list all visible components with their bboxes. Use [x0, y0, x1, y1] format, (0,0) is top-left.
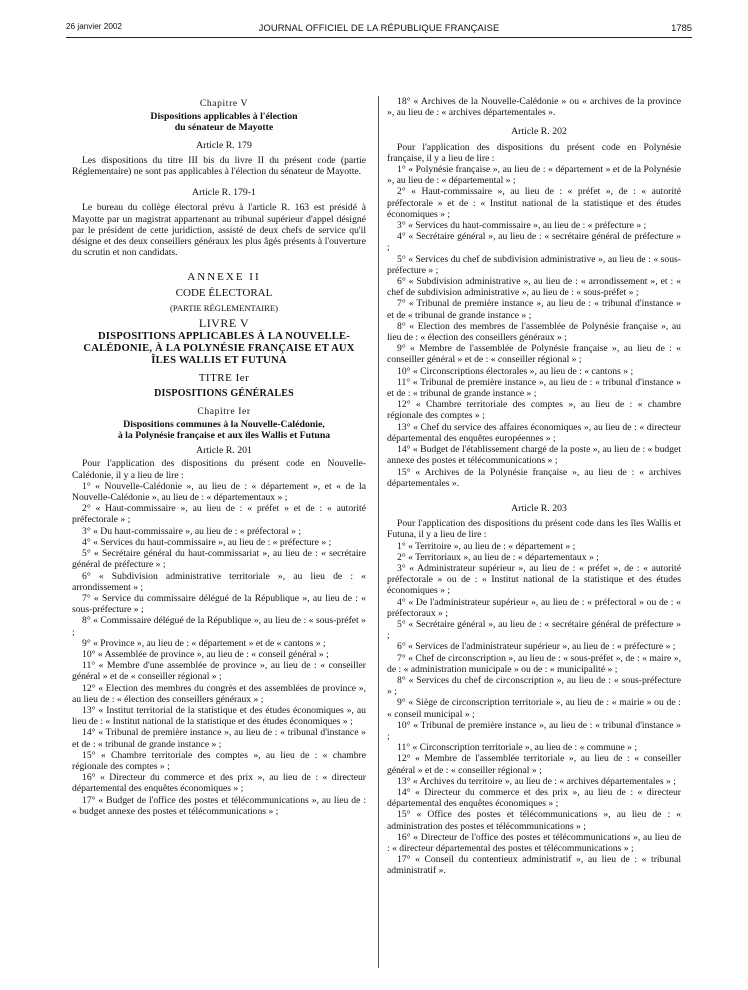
list-item: 7° « Tribunal de première instance », au lieu de : « tribunal d'instance » et de « tribunal de grande instance » ;: [387, 298, 681, 321]
list-item: 11° « Tribunal de première instance », au lieu de : « tribunal d'instance » et de : « tribunal de grande instance » ;: [387, 376, 681, 400]
chapter-heading: Chapitre V: [199, 98, 249, 109]
list-item: 5° « Secrétaire général », au lieu de : « secrétaire général de préfecture » ;: [387, 618, 681, 642]
list-item: 13° « Archives du territoire », au lieu de : « archives départementales » ;: [397, 775, 676, 787]
list-item: 17° « Conseil du contentieux administratif », au lieu de : « tribunal administratif ».: [387, 854, 681, 877]
chapter-heading: Chapitre Ier: [197, 405, 251, 417]
article-r202-body: [387, 142, 681, 489]
list-item: 13° « Chef du service des affaires économiques », au lieu de : « directeur départemental des enquêtes européennes » ;: [387, 421, 681, 444]
list-item: 15° « Chambre territoriale des comptes », au lieu de : « chambre régionale des comptes » ;: [72, 749, 366, 772]
list-item: 16° « Directeur du commerce et des prix », au lieu de : « directeur départemental des enquêtes économiques » ;: [72, 772, 366, 795]
list-item: 8° « Services du chef de circonscription », au lieu de : « sous-préfecture » ;: [387, 674, 681, 698]
article-paragraph: Les dispositions du titre III bis du livre II du présent code (partie Réglementaire) ne sont pas applicables à l'élection du sénateur de Mayotte.: [72, 154, 366, 178]
article-r201-body: [72, 458, 366, 817]
list-item: 13° « Institut territorial de la statistique et des études économiques », au lieu de : « Institut national de la statistique et des études économiques » ;: [72, 704, 366, 728]
list-item: 15° « Archives de la Polynésie française », au lieu de : « archives départementales ».: [387, 466, 681, 489]
left-column: [72, 98, 366, 817]
list-item: 5° « Secrétaire général du haut-commissariat », au lieu de : « secrétaire général de préfecture » ;: [72, 548, 366, 571]
list-item: 2° « Territoriaux », au lieu de : « départementaux » ;: [397, 551, 599, 563]
article-paragraph: 18° « Archives de la Nouvelle-Calédonie » ou « archives de la province », au lieu de : « archives départementales ».: [387, 96, 681, 119]
chapter-title-line-1: Dispositions communes à la Nouvelle-Calédonie,: [123, 418, 325, 430]
list-item: 14° « Directeur du commerce et des prix », au lieu de : « directeur départemental des enquêtes économiques » ;: [387, 786, 681, 810]
list-item: 16° « Directeur de l'office des postes et télécommunications », au lieu de : « directeur départemental des postes et télécommunications » ;: [387, 831, 681, 854]
header-date: 26 janvier 2002: [66, 22, 122, 31]
list-item: 10° « Circonscriptions électorales », au lieu de : « cantons » ;: [397, 365, 634, 377]
list-item: 3° « Du haut-commissaire », au lieu de : « préfectoral » ;: [82, 525, 302, 537]
header-title: JOURNAL OFFICIEL DE LA RÉPUBLIQUE FRANÇAISE: [258, 22, 500, 33]
list-item: 1° « Territoire », au lieu de : « département » ;: [397, 540, 576, 552]
list-item: Pour l'application des dispositions du présent code en Nouvelle-Calédonie, il y a lieu de lire :: [72, 458, 366, 481]
code-heading: CODE ÉLECTORAL: [175, 286, 273, 299]
list-item: 6° « Subdivision administrative territoriale », au lieu de : « arrondissement » ;: [72, 570, 366, 593]
partie-heading: (PARTIE RÉGLEMENTAIRE): [169, 302, 279, 313]
list-item: 1° « Polynésie française », au lieu de : « département » et de la Polynésie », au lieu de : « départemental » ;: [387, 164, 681, 187]
annexe-heading: ANNEXE II: [187, 271, 261, 284]
column-separator: [378, 96, 379, 968]
list-item: 4° « De l'administrateur supérieur », au lieu de : « préfectoral » ou de : « préfectoraux » ;: [387, 596, 681, 619]
list-item: 11° « Membre d'une assemblée de province », au lieu de : « conseiller général » et de « conseiller régional » ;: [72, 660, 366, 683]
list-item: 12° « Membre de l'assemblée territoriale », au lieu de : « conseiller général » et de : « conseiller régional » ;: [387, 753, 681, 776]
titre-title: DISPOSITIONS GÉNÉRALES: [154, 388, 294, 400]
list-item: 8° « Commissaire délégué de la République », au lieu de : « sous-préfet » ;: [72, 615, 366, 638]
list-item: 10° « Assemblée de province », au lieu de : « conseil général » ;: [82, 648, 329, 660]
article-heading: Article R. 203: [511, 502, 567, 514]
list-item: 14° « Budget de l'établissement chargé de la poste », au lieu de : « budget annexe des postes et télécommunications » ;: [387, 444, 681, 467]
list-item: 2° « Haut-commissaire », au lieu de : « préfet », de : « autorité préfectorale » et de : « Institut national de la statistique et des études économiques » ;: [387, 186, 681, 220]
list-item: 10° « Tribunal de première instance », au lieu de : « tribunal d'instance » ;: [387, 719, 681, 742]
livre-title: DISPOSITIONS APPLICABLES À LA NOUVELLE-CALÉDONIE, À LA POLYNÉSIE FRANÇAISE ET AUX ÎLES WALLIS ET FUTUNA: [83, 331, 355, 367]
chapter-title-line-1: Dispositions applicables à l'élection: [150, 111, 298, 123]
article-heading: Article R. 179-1: [192, 187, 256, 199]
page-header: [66, 18, 692, 38]
list-item: 3° « Services du haut-commissaire », au lieu de : « préfecture » ;: [397, 220, 647, 232]
list-item: 12° « Election des membres du congrès et des assemblées de province », au lieu de : « élection des conseillers généraux » ;: [72, 682, 366, 705]
article-heading: Article R. 201: [196, 445, 252, 457]
list-item: 15° « Office des postes et télécommunications », au lieu de : « administration des postes et télécommunications » ;: [387, 809, 681, 832]
article-heading: Article R. 202: [511, 126, 567, 138]
chapter-title-line-2: à la Polynésie française et aux îles Wallis et Futuna: [117, 430, 331, 442]
list-item: 2° « Haut-commissaire », au lieu de : « préfet » et de : « autorité préfectorale » ;: [72, 503, 366, 526]
list-item: 9° « Siège de circonscription territoriale », au lieu de : « mairie » ou de : « conseil municipal » ;: [387, 697, 681, 720]
list-item: Pour l'application des dispositions du présent code en Polynésie française, il y a lieu de lire :: [387, 141, 681, 164]
article-paragraph: Le bureau du collège électoral prévu à l'article R. 163 est présidé à Mayotte par un magistrat appartenant au tribunal supérieur d'appel désigné par le président de cette juridiction, assisté de deux chefs de service qu'il désigne et des deux conseillers généraux les plus âgés présents à l'ouverture du scrutin et non candidats.: [72, 202, 366, 259]
list-item: 1° « Nouvelle-Calédonie », au lieu de : « département », et « de la Nouvelle-Calédonie », au lieu de : « départementaux » ;: [72, 480, 366, 504]
titre-heading: TITRE Ier: [198, 372, 250, 385]
list-item: 11° « Circonscription territoriale », au lieu de : « commune » ;: [397, 742, 638, 754]
list-item: 8° « Election des membres de l'assemblée de Polynésie française », au lieu de : « élection des conseillers généraux » ;: [387, 320, 681, 344]
list-item: 9° « Province », au lieu de : « département » et de « cantons » ;: [82, 637, 326, 649]
list-item: 4° « Services du haut-commissaire », au lieu de : « préfecture » ;: [82, 536, 332, 548]
list-item: 5° « Services du chef de subdivision administrative », au lieu de : « sous-préfecture » ;: [387, 253, 681, 276]
list-item: 7° « Service du commissaire délégué de la République », au lieu de : « sous-préfecture » ;: [72, 592, 366, 616]
list-item: 7° « Chef de circonscription », au lieu de : « sous-préfet », de : « maire », de : « administration municipale » ou de : « municipalité » ;: [387, 652, 681, 675]
list-item: Pour l'application des dispositions du présent code dans les îles Wallis et Futuna, il y a lieu de lire :: [387, 518, 681, 541]
right-column: [387, 98, 681, 877]
list-item: 6° « Services de l'administrateur supérieur », au lieu de : « préfecture » ;: [397, 641, 676, 653]
list-item: 9° « Membre de l'assemblée de Polynésie française », au lieu de : « conseiller général » et de : « conseiller régional » ;: [387, 343, 681, 366]
list-item: 12° « Chambre territoriale des comptes », au lieu de : « chambre régionale des comptes » ;: [387, 399, 681, 422]
livre-heading: LIVRE V: [198, 316, 250, 331]
chapter-title-line-2: du sénateur de Mayotte: [174, 122, 274, 134]
article-heading: Article R. 179: [196, 139, 252, 151]
article-r203-body: [387, 518, 681, 877]
page-number: 1785: [671, 22, 692, 33]
list-item: 4° « Secrétaire général », au lieu de : « secrétaire général de préfecture » ;: [387, 231, 681, 254]
list-item: 17° « Budget de l'office des postes et télécommunications », au lieu de : « budget annexe des postes et télécommunications » ;: [72, 794, 366, 817]
list-item: 14° « Tribunal de première instance », au lieu de : « tribunal d'instance » et de : « tribunal de grande instance » ;: [72, 727, 366, 750]
header-rule: [66, 37, 692, 38]
list-item: 6° « Subdivision administrative », au lieu de : « arrondissement », et : « chef de subdivision administrative », au lieu de : « sous-préfet » ;: [387, 276, 681, 299]
list-item: 3° « Administrateur supérieur », au lieu de : « préfet », de : « autorité préfectorale » ou de : « Institut national de la statistique et des études économiques » ;: [387, 562, 681, 597]
